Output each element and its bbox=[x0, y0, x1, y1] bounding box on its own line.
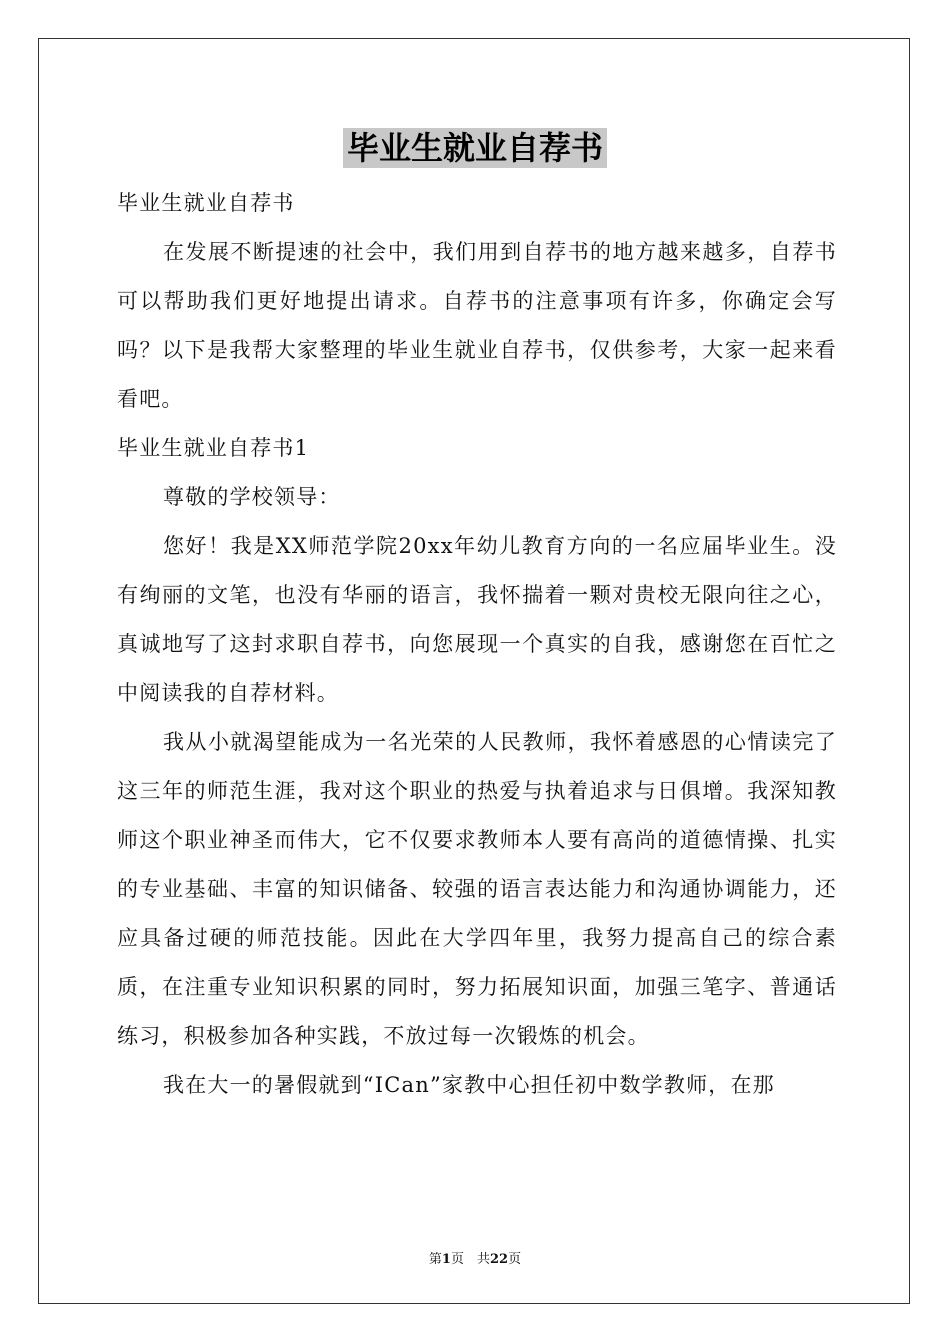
page-suffix: 页 bbox=[508, 1252, 522, 1267]
page-prefix: 第 bbox=[428, 1252, 442, 1267]
document-body bbox=[117, 179, 837, 1110]
page-current: 1 bbox=[441, 1252, 451, 1267]
salutation: 尊敬的学校领导： bbox=[163, 485, 341, 509]
page-mid: 页 共 bbox=[450, 1252, 490, 1267]
document-title: 毕业生就业自荐书 bbox=[343, 128, 607, 168]
page-total: 22 bbox=[489, 1252, 509, 1267]
page-footer bbox=[0, 1248, 950, 1267]
section-heading: 毕业生就业自荐书1 bbox=[117, 436, 310, 460]
body-paragraph-2: 我从小就渴望能成为一名光荣的人民教师，我怀着感恩的心情读完了这三年的师范生涯，我对这个职业的热爱与执着追求与日俱增。我深知教师这个职业神圣而伟大，它不仅要求教师本人要有高尚的道德情操、扎实的专业基础、丰富的知识储备、较强的语言表达能力和沟通协调能力，还应具备过硬的师范技能。因此在大学四年里，我努力提高自己的综合素质，在注重专业知识积累的同时，努力拓展知识面，加强三笔字、普通话练习，积极参加各种实践，不放过每一次锻炼的机会。 bbox=[117, 730, 837, 1048]
title-wrap bbox=[0, 128, 950, 168]
body-paragraph-3: 我在大一的暑假就到“ICan”家教中心担任初中数学教师，在那 bbox=[163, 1073, 775, 1097]
intro-paragraph: 在发展不断提速的社会中，我们用到自荐书的地方越来越多，自荐书可以帮助我们更好地提出请求。自荐书的注意事项有许多，你确定会写吗？以下是我帮大家整理的毕业生就业自荐书，仅供参考，大家一起来看看吧。 bbox=[117, 240, 837, 411]
body-paragraph-1: 您好！我是XX师范学院20xx年幼儿教育方向的一名应届毕业生。没有绚丽的文笔，也没有华丽的语言，我怀揣着一颗对贵校无限向往之心，真诚地写了这封求职自荐书，向您展现一个真实的自我，感谢您在百忙之中阅读我的自荐材料。 bbox=[117, 534, 837, 705]
document-subtitle: 毕业生就业自荐书 bbox=[117, 191, 295, 215]
